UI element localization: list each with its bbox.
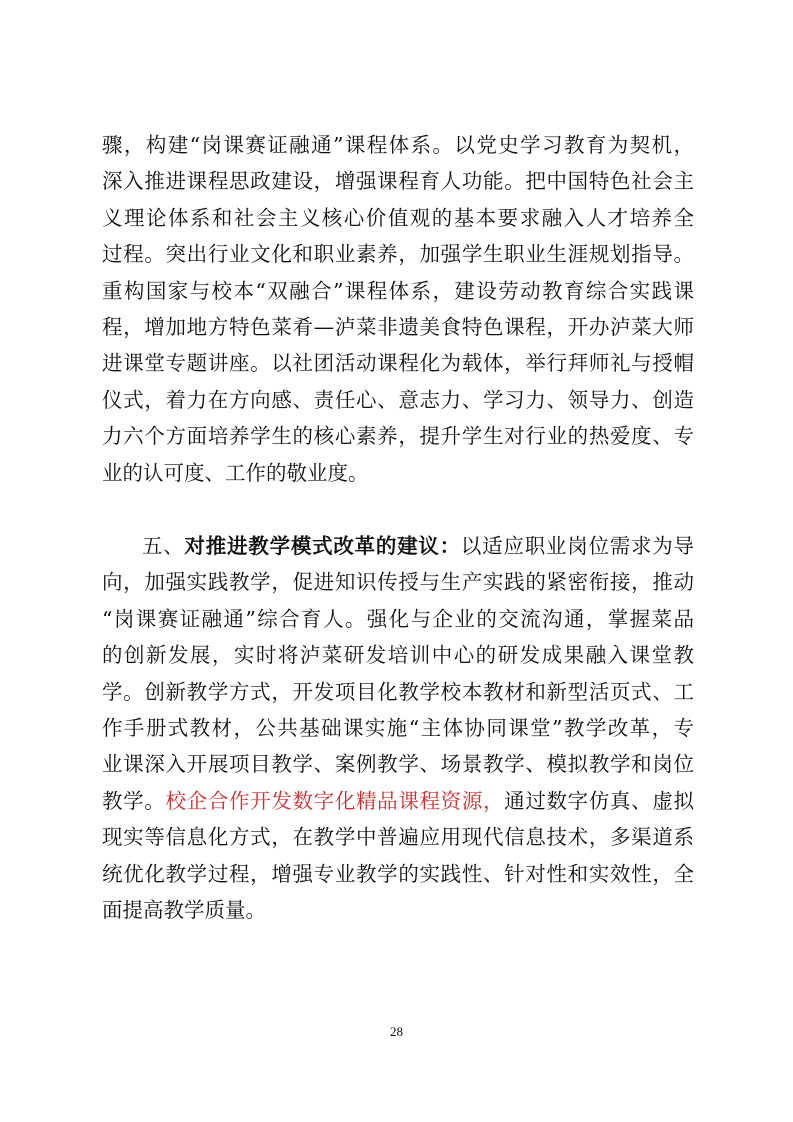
section-heading-colon: ： — [439, 534, 461, 558]
text-line: 进课堂专题讲座。以社团活动课程化为载体，举行拜师礼与授帽 — [102, 351, 694, 376]
text-line: 深入推进课程思政建设，增强课程育人功能。把中国特色社会主 — [102, 169, 694, 194]
text-line: 义理论体系和社会主义核心价值观的基本要求融入人才培养全 — [102, 205, 694, 230]
text-line: 面提高教学质量。 — [102, 897, 266, 922]
section-number: 五、 — [142, 534, 185, 558]
text-line: 力六个方面培养学生的核心素养，提升学生对行业的热爱度、专 — [102, 424, 694, 449]
section-heading: 对推进教学模式改革的建议 — [184, 534, 440, 558]
text-segment: 通过数字仿真、虚拟 — [504, 788, 695, 813]
text-line: 现实等信息化方式，在教学中普遍应用现代信息技术，多渠道系 — [102, 825, 694, 850]
paragraph-curriculum — [102, 127, 694, 491]
text-line: 学。创新教学方式，开发项目化教学校本教材和新型活页式、工 — [102, 679, 694, 704]
paragraph-teaching-reform — [102, 528, 694, 928]
text-line: 重构国家与校本“双融合”课程体系，建设劳动教育综合实践课 — [102, 278, 694, 303]
text-line: 过程。突出行业文化和职业素养，加强学生职业生涯规划指导。 — [102, 242, 694, 267]
text-line: 业的认可度、工作的敬业度。 — [102, 460, 369, 485]
text-line: 业课深入开展项目教学、案例教学、场景教学、模拟教学和岗位 — [102, 752, 694, 777]
highlighted-text: 校企合作开发数字化精品课程资源， — [165, 788, 505, 813]
section-heading-line — [102, 528, 694, 564]
text-line-highlight — [102, 783, 694, 819]
text-segment: 教学。 — [102, 788, 166, 813]
text-line: 仪式，着力在方向感、责任心、意志力、学习力、领导力、创造 — [102, 387, 694, 412]
text-line: 向，加强实践教学，促进知识传授与生产实践的紧密衔接，推动 — [102, 570, 694, 595]
text-line: 程，增加地方特色菜肴—泸菜非遗美食特色课程，开办泸菜大师 — [102, 314, 694, 339]
text-line: 统优化教学过程，增强专业教学的实践性、针对性和实效性，全 — [102, 861, 694, 886]
text-line: 骤，构建“岗课赛证融通”课程体系。以党史学习教育为契机， — [102, 133, 694, 157]
text-line: 的创新发展，实时将泸菜研发培训中心的研发成果融入课堂教 — [102, 643, 694, 668]
text-line: “岗课赛证融通”综合育人。强化与企业的交流沟通，掌握菜品 — [102, 606, 694, 631]
text-line: 作手册式教材，公共基础课实施“主体协同课堂”教学改革，专 — [102, 715, 694, 740]
section-text: 以适应职业岗位需求为导 — [460, 534, 695, 558]
page-number: 28 — [390, 1024, 403, 1039]
